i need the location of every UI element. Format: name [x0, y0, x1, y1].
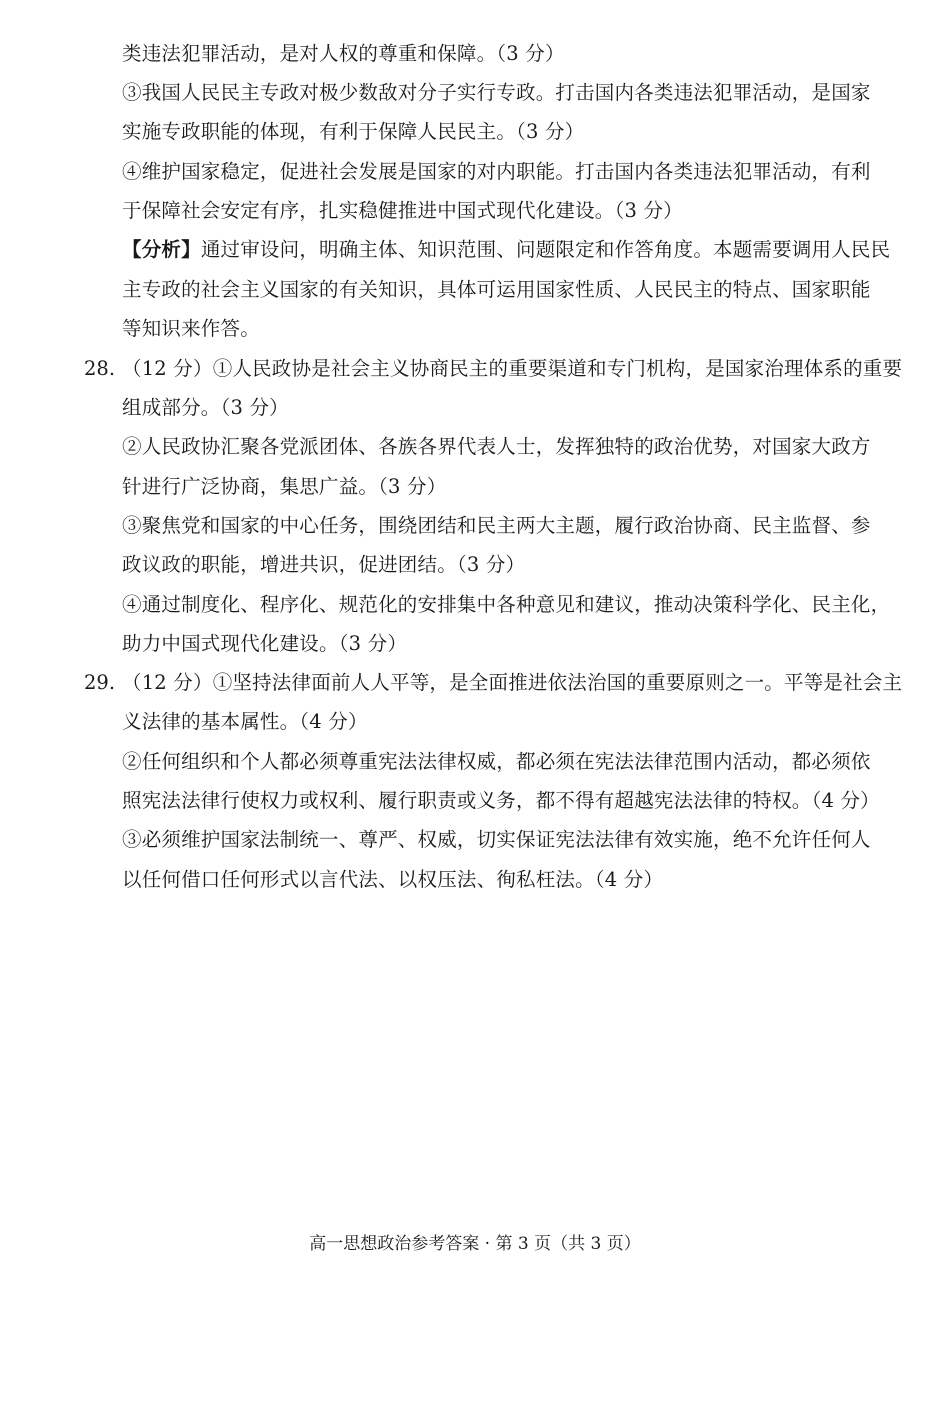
question-number-29: 29. [84, 671, 116, 694]
text-line: ④通过制度化、程序化、规范化的安排集中各种意见和建议，推动决策科学化、民主化， [122, 593, 891, 616]
text-line: 于保障社会安定有序，扎实稳健推进中国式现代化建设。（3 分） [122, 199, 683, 222]
text-line: ④维护国家稳定，促进社会发展是国家的对内职能。打击国内各类违法犯罪活动，有利 [122, 160, 871, 183]
question-number-28: 28. [84, 357, 116, 380]
text-line: 类违法犯罪活动，是对人权的尊重和保障。（3 分） [122, 42, 565, 65]
text-line: ②任何组织和个人都必须尊重宪法法律权威，都必须在宪法法律范围内活动，都必须依 [122, 750, 871, 773]
analysis-line [122, 237, 891, 263]
page-footer: 高一思想政治参考答案 · 第 3 页（共 3 页） [309, 1234, 641, 1254]
text-line: 政议政的职能，增进共识，促进团结。（3 分） [122, 553, 526, 576]
text-line: 义法律的基本属性。（4 分） [122, 710, 368, 733]
text-line: ③必须维护国家法制统一、尊严、权威，切实保证宪法法律有效实施，绝不允许任何人 [122, 828, 871, 851]
analysis-text: 通过审设问，明确主体、知识范围、问题限定和作答角度。本题需要调用人民民 [200, 238, 891, 261]
text-line: ③我国人民民主专政对极少数敌对分子实行专政。打击国内各类违法犯罪活动，是国家 [122, 81, 871, 104]
text-line: （12 分）①坚持法律面前人人平等，是全面推进依法治国的重要原则之一。平等是社会主 [122, 671, 903, 694]
text-line: 实施专政职能的体现，有利于保障人民民主。（3 分） [122, 120, 585, 143]
analysis-tag: 【分析】 [122, 238, 201, 261]
text-line: 助力中国式现代化建设。（3 分） [122, 632, 408, 655]
text-line: ③聚焦党和国家的中心任务，围绕团结和民主两大主题，履行政治协商、民主监督、参 [122, 514, 871, 537]
text-line: 针进行广泛协商，集思广益。（3 分） [122, 475, 447, 498]
text-line: 主专政的社会主义国家的有关知识，具体可运用国家性质、人民民主的特点、国家职能 [122, 278, 871, 301]
text-line: （12 分）①人民政协是社会主义协商民主的重要渠道和专门机构，是国家治理体系的重要 [122, 357, 903, 380]
text-line: 以任何借口任何形式以言代法、以权压法、徇私枉法。（4 分） [122, 868, 664, 891]
text-line: 照宪法法律行使权力或权利、履行职责或义务，都不得有超越宪法法律的特权。（4 分） [122, 789, 880, 812]
text-line: 组成部分。（3 分） [122, 396, 289, 419]
text-line: 等知识来作答。 [122, 317, 260, 340]
text-line: ②人民政协汇聚各党派团体、各族各界代表人士，发挥独特的政治优势，对国家大政方 [122, 435, 871, 458]
